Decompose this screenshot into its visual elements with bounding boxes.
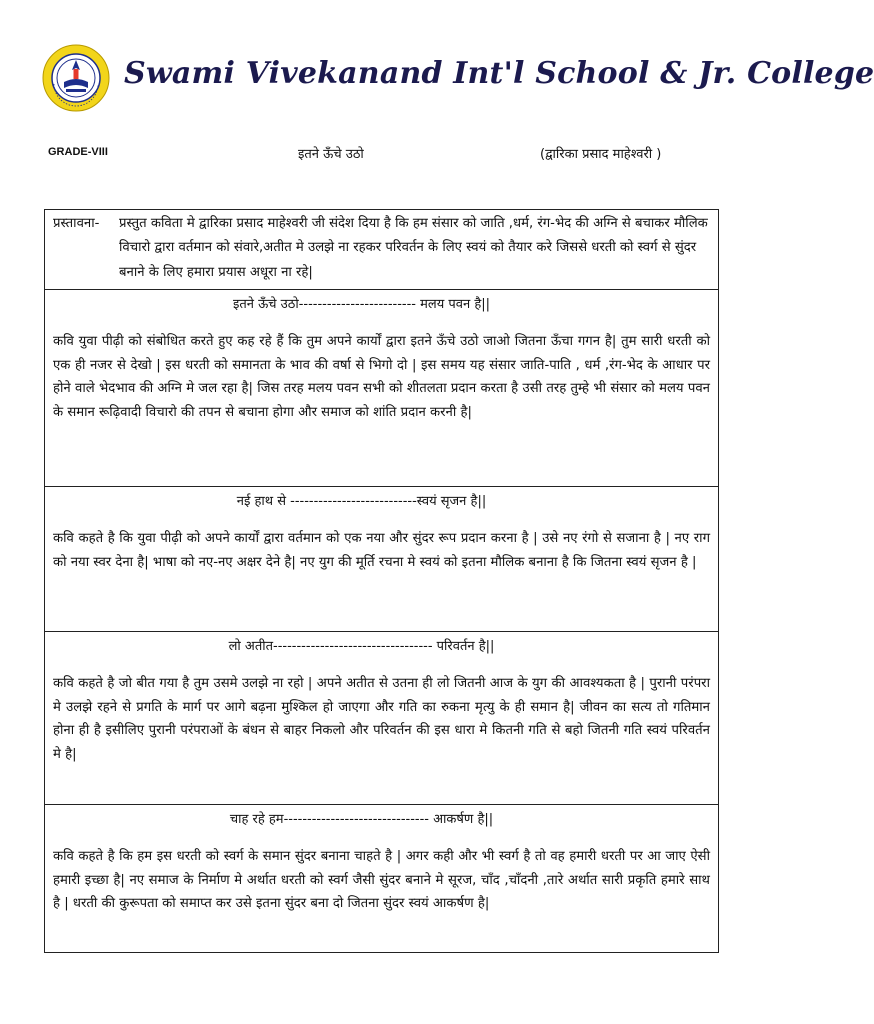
stanza-heading: इतने ऊँचे उठो------------------------- मलय पवन है||	[232, 296, 491, 312]
stanza-explanation: कवि युवा पीढ़ी को संबोधित करते हुए कह रहे हैं कि तुम अपने कार्यों द्वारा इतने ऊँचे उठो जाओ जितना ऊँचा गगन है| तुम सारी धरती को एक ही नजर से देखो | इस धरती को समानता के भाव की वर्षा से भिगो दो | इस समय यह संसार जाति-पाति , धर्म ,रंग-भेद के आधार पर होने वाले भेदभाव की अग्नि मे जल रहा है| जिस तरह मलय पवन सभी को शीतलता प्रदान करता है उसी तरह तुम्हे भी संसार को मलय पवन के समान रूढ़िवादी विचारो की तपन से बचाना होगा और समाज को शांति प्रदान करनी है|	[53, 333, 710, 421]
stanza-section-2	[44, 487, 719, 632]
stanza-heading: चाह रहे हम------------------------------- आकर्षण है||	[229, 811, 494, 827]
intro-text: प्रस्तुत कविता मे द्वारिका प्रसाद माहेश्वरी जी संदेश दिया है कि हम संसार को जाति ,धर्म, रंग-भेद की अग्नि से बचाकर मौलिक विचारो द्वारा वर्तमान को संवारे,अतीत मे उलझे ना रहकर परिवर्तन के लिए स्वयं को तैयार करे जिससे धरती को स्वर्ग से सुंदर बनाने के लिए हमारा प्रयास अधूरा ना रहे|	[119, 216, 708, 280]
stanza-explanation: कवि कहते है कि युवा पीढ़ी को अपने कार्यों द्वारा वर्तमान को एक नया और सुंदर रूप प्रदान करना है | उसे नए रंगो से सजाना है | नए राग को नया स्वर देना है| भाषा को नए-नए अक्षर देने है| नए युग की मूर्ति रचना मे स्वयं को इतना मौलिक बनाना है कि जितना स्वयं सृजन है |	[53, 530, 710, 570]
school-emblem-icon	[42, 44, 110, 112]
stanza-section-1	[44, 290, 719, 487]
poet-name: (द्वारिका प्रसाद माहेश्वरी )	[540, 147, 662, 162]
stanza-explanation: कवि कहते है जो बीत गया है तुम उसमे उलझे ना रहो | अपने अतीत से उतना ही लो जितनी आज के युग की आवश्यकता है | पुरानी परंपरा मे उलझे रहने से प्रगति के मार्ग पर आगे बढ़ना मुश्किल हो जाएगा और गति का रुकना मृत्यु के ही समान है| जीवन का सत्य तो गतिमान होना ही है इसीलिए पुरानी परंपराओं के बंधन से बाहर निकलो और परिवर्तन की इस धारा मे कितनी गति से बहो जितनी गति स्वयं परिवर्तन मे है|	[53, 675, 710, 763]
poem-title: इतने ऊँचे उठो	[298, 147, 364, 162]
stanza-heading: नई हाथ से ---------------------------स्वयं सृजन है||	[236, 493, 487, 509]
stanza-explanation: कवि कहते है कि हम इस धरती को स्वर्ग के समान सुंदर बनाना चाहते है | अगर कही और भी स्वर्ग है तो वह हमारी धरती पर आ जाए ऐसी हमारी इच्छा है| नए समाज के निर्माण मे अर्थात धरती को स्वर्ग जैसी सुंदर बनाने मे सूरज, चाँद ,चाँदनी ,तारे अर्थात सारी प्रकृति हमारे साथ है | धरती की कुरूपता को समाप्त कर उसे इतना सुंदर बना दो जितना सुंदर स्वयं आकर्षण है|	[53, 848, 710, 912]
stanza-heading: लो अतीत---------------------------------- परिवर्तन है||	[228, 638, 495, 654]
content-table	[44, 209, 719, 953]
grade-label: GRADE-VIII	[48, 146, 108, 158]
page-header	[40, 42, 874, 122]
intro-label: प्रस्तावना-	[53, 216, 100, 231]
stanza-section-4	[44, 805, 719, 953]
intro-section	[44, 209, 719, 290]
stanza-section-3	[44, 632, 719, 805]
school-name: Swami Vivekanand Int'l School & Jr. College	[124, 56, 874, 91]
document-meta	[0, 144, 768, 166]
